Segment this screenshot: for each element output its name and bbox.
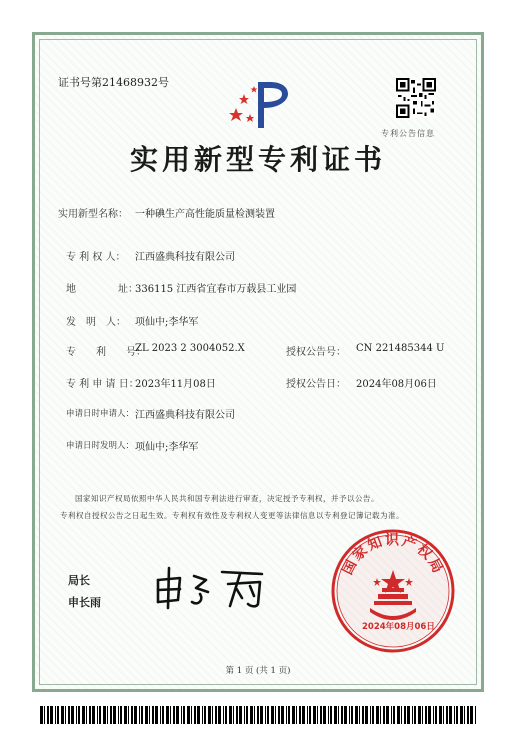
barcode-bar <box>254 706 255 724</box>
barcode-bar <box>162 706 164 724</box>
barcode-bar <box>176 706 179 724</box>
barcode-bar <box>380 706 381 724</box>
barcode-bar <box>275 706 276 724</box>
barcode-bar <box>236 706 238 724</box>
seal-date: 2024年08月06日 <box>362 622 435 632</box>
barcode-bar <box>149 706 150 724</box>
barcode-bar <box>323 706 326 724</box>
barcode-bar <box>197 706 200 724</box>
apply-date-label: 专 利 申 请 日： <box>66 379 139 390</box>
note-line-1: 国家知识产权局依照中华人民共和国专利法进行审查，决定授予专利权，并予以公告。 <box>75 494 379 503</box>
barcode-bar <box>454 706 455 724</box>
barcode-bar <box>246 706 248 724</box>
barcode-bar <box>338 706 339 724</box>
barcode-bar <box>155 706 158 724</box>
barcode-bar <box>202 706 203 724</box>
barcode-bar <box>131 706 133 724</box>
director-name: 申长雨 <box>68 596 101 609</box>
barcode-bar <box>113 706 116 724</box>
barcode-bar <box>317 706 318 724</box>
barcode-bar <box>334 706 337 724</box>
barcode-bar <box>134 706 137 724</box>
barcode-bar <box>166 706 169 724</box>
applicant-value: 江西盛典科技有限公司 <box>135 410 235 421</box>
barcode-bar <box>428 706 431 724</box>
barcode-bar <box>393 706 395 724</box>
barcode-bar <box>55 706 56 724</box>
barcode-bar <box>257 706 259 724</box>
barcode-bar <box>412 706 413 724</box>
barcode-bar <box>414 706 416 724</box>
barcode-bar <box>110 706 112 724</box>
barcode-bar <box>344 706 347 724</box>
handwritten-text: 申长雨 <box>150 562 153 563</box>
barcode-bar <box>47 706 49 724</box>
barcode-bar <box>215 706 217 724</box>
address-value: 336115 江西省宜春市万载县工业园 <box>135 284 297 295</box>
barcode-bar <box>341 706 343 724</box>
barcode-bar <box>355 706 358 724</box>
barcode-bar <box>223 706 224 724</box>
inventor-at-apply-value: 项仙中;李华军 <box>135 442 199 453</box>
barcode-bar <box>372 706 374 724</box>
barcode-bar <box>99 706 101 724</box>
barcode-bar <box>349 706 350 724</box>
barcode-bar <box>267 706 269 724</box>
barcode-bar <box>475 706 476 724</box>
qr-label: 专利公告信息 <box>381 129 435 138</box>
patentee-label: 专 利 权 人： <box>66 252 126 263</box>
announce-number-label: 授权公告号： <box>286 347 346 358</box>
barcode-bar <box>44 706 45 724</box>
barcode-bar <box>260 706 263 724</box>
barcode-bar <box>225 706 227 724</box>
barcode-bar <box>212 706 213 724</box>
name-label: 实用新型名称： <box>58 209 128 220</box>
barcode-bar <box>103 706 106 724</box>
barcode-bar <box>170 706 171 724</box>
patent-number-value: ZL 2023 2 3004052.X <box>135 343 245 354</box>
barcode-bar <box>239 706 242 724</box>
barcode-bar <box>391 706 392 724</box>
barcode-bar <box>183 706 185 724</box>
barcode-bar <box>173 706 175 724</box>
barcode-bar <box>330 706 332 724</box>
certificate-number: 证书号第21468932号 <box>58 76 169 89</box>
cnipa-logo <box>228 78 294 134</box>
note-line-2: 专利权自授权公告之日起生效。专利权有效性及专利权人变更等法律信息以专利登记簿记载为准。 <box>60 511 404 520</box>
barcode-bar <box>160 706 161 724</box>
director-title: 局长 <box>68 574 90 587</box>
barcode-bar <box>152 706 154 724</box>
barcode-bar <box>128 706 129 724</box>
barcode-bar <box>296 706 297 724</box>
announce-date-value: 2024年08月06日 <box>356 379 437 390</box>
barcode-bar <box>351 706 353 724</box>
barcode-bar <box>443 706 444 724</box>
qr-code[interactable] <box>396 78 436 118</box>
barcode-bar <box>92 706 95 724</box>
address-label: 地 <box>66 284 76 295</box>
barcode-bar <box>40 706 43 724</box>
barcode-bar <box>456 706 458 724</box>
barcode-bar <box>271 706 274 724</box>
barcode-bar <box>82 706 85 724</box>
barcode-bar <box>386 706 389 724</box>
patent-number-label: 专 利 号： <box>66 347 146 358</box>
barcode-bar <box>89 706 91 724</box>
barcode-bar <box>78 706 80 724</box>
barcode-bar <box>309 706 311 724</box>
barcode-bar <box>120 706 122 724</box>
name-value: 一种碘生产高性能质量检测装置 <box>135 209 275 220</box>
announce-number-value: CN 221485344 U <box>356 343 445 354</box>
barcode-bar <box>208 706 211 724</box>
barcode-bar <box>278 706 280 724</box>
barcode-bar <box>470 706 473 724</box>
official-seal <box>330 528 456 654</box>
barcode-bar <box>68 706 70 724</box>
barcode-bar <box>244 706 245 724</box>
barcode-bar <box>313 706 316 724</box>
barcode-bar <box>425 706 427 724</box>
page-number: 第 1 页 (共 1 页) <box>225 666 291 676</box>
barcode-bar <box>435 706 437 724</box>
barcode-bar <box>139 706 140 724</box>
barcode-bar <box>86 706 87 724</box>
barcode-bar <box>97 706 98 724</box>
barcode-bar <box>250 706 253 724</box>
barcode-bar <box>404 706 406 724</box>
barcode-bar <box>118 706 119 724</box>
barcode <box>40 706 476 724</box>
barcode-bar <box>187 706 190 724</box>
barcode-bar <box>286 706 287 724</box>
barcode-bar <box>376 706 379 724</box>
barcode-bar <box>292 706 295 724</box>
barcode-bar <box>464 706 465 724</box>
barcode-bar <box>407 706 410 724</box>
barcode-bar <box>299 706 301 724</box>
barcode-bar <box>370 706 371 724</box>
barcode-bar <box>446 706 448 724</box>
barcode-bar <box>288 706 290 724</box>
barcode-bar <box>191 706 192 724</box>
barcode-bar <box>265 706 266 724</box>
applicant-label: 申请日时申请人： <box>66 409 135 419</box>
barcode-bar <box>124 706 127 724</box>
barcode-bar <box>439 706 442 724</box>
barcode-bar <box>328 706 329 724</box>
barcode-bar <box>449 706 452 724</box>
barcode-bar <box>418 706 421 724</box>
inventor-label: 发 明 人： <box>66 317 126 328</box>
barcode-bar <box>397 706 400 724</box>
barcode-bar <box>362 706 364 724</box>
barcode-bar <box>107 706 108 724</box>
barcode-bar <box>218 706 221 724</box>
barcode-bar <box>307 706 308 724</box>
barcode-bar <box>401 706 402 724</box>
barcode-bar <box>76 706 77 724</box>
barcode-bar <box>467 706 469 724</box>
barcode-bar <box>422 706 423 724</box>
barcode-bar <box>383 706 385 724</box>
barcode-bar <box>50 706 53 724</box>
barcode-bar <box>204 706 206 724</box>
barcode-bar <box>61 706 64 724</box>
barcode-bar <box>281 706 284 724</box>
barcode-bar <box>320 706 322 724</box>
barcode-bar <box>233 706 234 724</box>
address-label-end: 址： <box>118 284 138 295</box>
patentee-value: 江西盛典科技有限公司 <box>135 252 235 263</box>
inventor-at-apply-label: 申请日时发明人： <box>66 441 135 451</box>
barcode-bar <box>229 706 232 724</box>
page-title: 实用新型专利证书 <box>129 143 386 176</box>
barcode-bar <box>71 706 74 724</box>
barcode-bar <box>194 706 196 724</box>
barcode-bar <box>365 706 368 724</box>
barcode-bar <box>302 706 305 724</box>
barcode-bar <box>359 706 360 724</box>
announce-date-label: 授权公告日： <box>286 379 346 390</box>
barcode-bar <box>460 706 463 724</box>
seal-text: 国家知识产权局 <box>339 532 447 578</box>
handwritten-signature <box>150 562 280 612</box>
barcode-bar <box>141 706 143 724</box>
barcode-bar <box>433 706 434 724</box>
barcode-bar <box>181 706 182 724</box>
inventor-value: 项仙中;李华军 <box>135 317 199 328</box>
barcode-bar <box>65 706 66 724</box>
barcode-bar <box>57 706 59 724</box>
barcode-bar <box>145 706 148 724</box>
apply-date-value: 2023年11月08日 <box>135 379 216 390</box>
